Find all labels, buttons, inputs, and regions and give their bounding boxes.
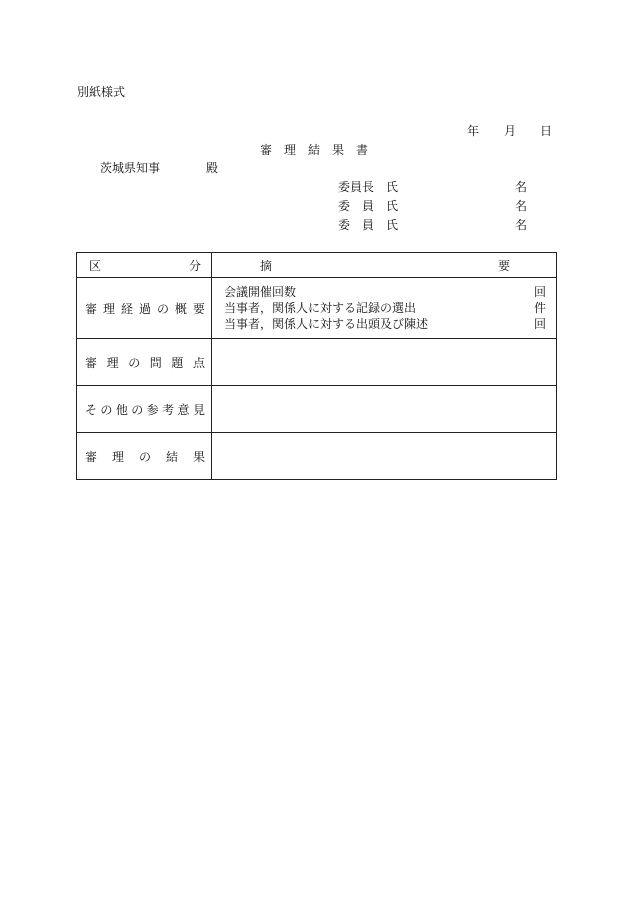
label-char: 点 <box>192 355 205 370</box>
result-label <box>77 448 211 465</box>
label-char: 要 <box>192 301 205 316</box>
label-char: の <box>128 355 141 370</box>
member-1-name-label: 氏 <box>386 199 399 213</box>
process-label-cell <box>77 278 212 339</box>
addressee-honorific: 殿 <box>206 161 219 175</box>
label-char: 問 <box>149 355 162 370</box>
records-unit: 件 <box>533 301 546 315</box>
label-char: の <box>138 449 151 464</box>
label-char: 審 <box>85 449 98 464</box>
process-label <box>77 300 211 317</box>
summary-header-char: 摘 <box>260 258 273 273</box>
member-chair-role: 委員長 <box>338 180 375 194</box>
records-text: 当事者，関係人に対する記録の選出 <box>224 301 417 315</box>
label-char: 経 <box>120 301 133 316</box>
label-char: の <box>100 402 113 417</box>
label-char: 見 <box>192 402 205 417</box>
member-chair-name-suffix: 名 <box>515 180 528 194</box>
category-header <box>77 257 211 274</box>
label-char: 題 <box>171 355 184 370</box>
meeting-count-line <box>224 284 546 300</box>
label-char: 結 <box>165 449 178 464</box>
meeting-count-unit: 回 <box>533 285 546 299</box>
label-char: 他 <box>115 402 128 417</box>
table-row-process <box>77 278 557 339</box>
label-char: の <box>156 301 169 316</box>
label-char: そ <box>85 402 98 417</box>
table-row-other-opinions <box>77 386 557 433</box>
date-day-label: 日 <box>540 124 553 138</box>
category-header-cell <box>77 253 212 278</box>
other-label-cell <box>77 386 212 433</box>
category-header-char: 分 <box>188 258 201 273</box>
label-char: 理 <box>102 301 115 316</box>
form-label: 別紙様式 <box>77 85 126 99</box>
process-detail-cell <box>212 278 557 339</box>
process-detail-lines <box>212 284 556 332</box>
date-month-label: 月 <box>504 124 517 138</box>
label-char: 考 <box>162 402 175 417</box>
label-char: 果 <box>192 449 205 464</box>
label-char: 概 <box>174 301 187 316</box>
label-char: の <box>131 402 144 417</box>
issues-label-cell <box>77 339 212 386</box>
other-label <box>77 401 211 418</box>
member-2-role: 委 員 <box>338 218 375 232</box>
member-2-name-label: 氏 <box>386 218 399 232</box>
category-header-char: 区 <box>89 258 102 273</box>
review-result-table <box>76 252 557 480</box>
label-char: 審 <box>85 355 98 370</box>
other-detail-cell <box>212 386 557 433</box>
label-char: 参 <box>146 402 159 417</box>
member-1-name-suffix: 名 <box>515 199 528 213</box>
member-1-role: 委 員 <box>338 199 375 213</box>
document-title: 審 理 結 果 書 <box>260 143 369 157</box>
table-header-row <box>77 253 557 278</box>
summary-header <box>212 257 556 274</box>
member-chair-name-label: 氏 <box>386 180 399 194</box>
summary-header-char: 要 <box>497 258 510 273</box>
label-char: 意 <box>177 402 190 417</box>
appearance-text: 当事者，関係人に対する出頭及び陳述 <box>224 317 429 331</box>
member-2-name-suffix: 名 <box>515 218 528 232</box>
label-char: 理 <box>111 449 124 464</box>
table-row-issues <box>77 339 557 386</box>
records-line <box>224 300 546 316</box>
label-char: 審 <box>85 301 98 316</box>
result-label-cell <box>77 433 212 480</box>
result-detail-cell <box>212 433 557 480</box>
addressee-name: 茨城県知事 <box>100 161 161 175</box>
label-char: 過 <box>138 301 151 316</box>
issues-detail-cell <box>212 339 557 386</box>
meeting-count-text: 会議開催回数 <box>224 285 297 299</box>
appearance-line <box>224 316 546 332</box>
appearance-unit: 回 <box>533 317 546 331</box>
label-char: 理 <box>106 355 119 370</box>
issues-label <box>77 354 211 371</box>
summary-header-cell <box>212 253 557 278</box>
table-row-result <box>77 433 557 480</box>
date-year-label: 年 <box>467 124 480 138</box>
